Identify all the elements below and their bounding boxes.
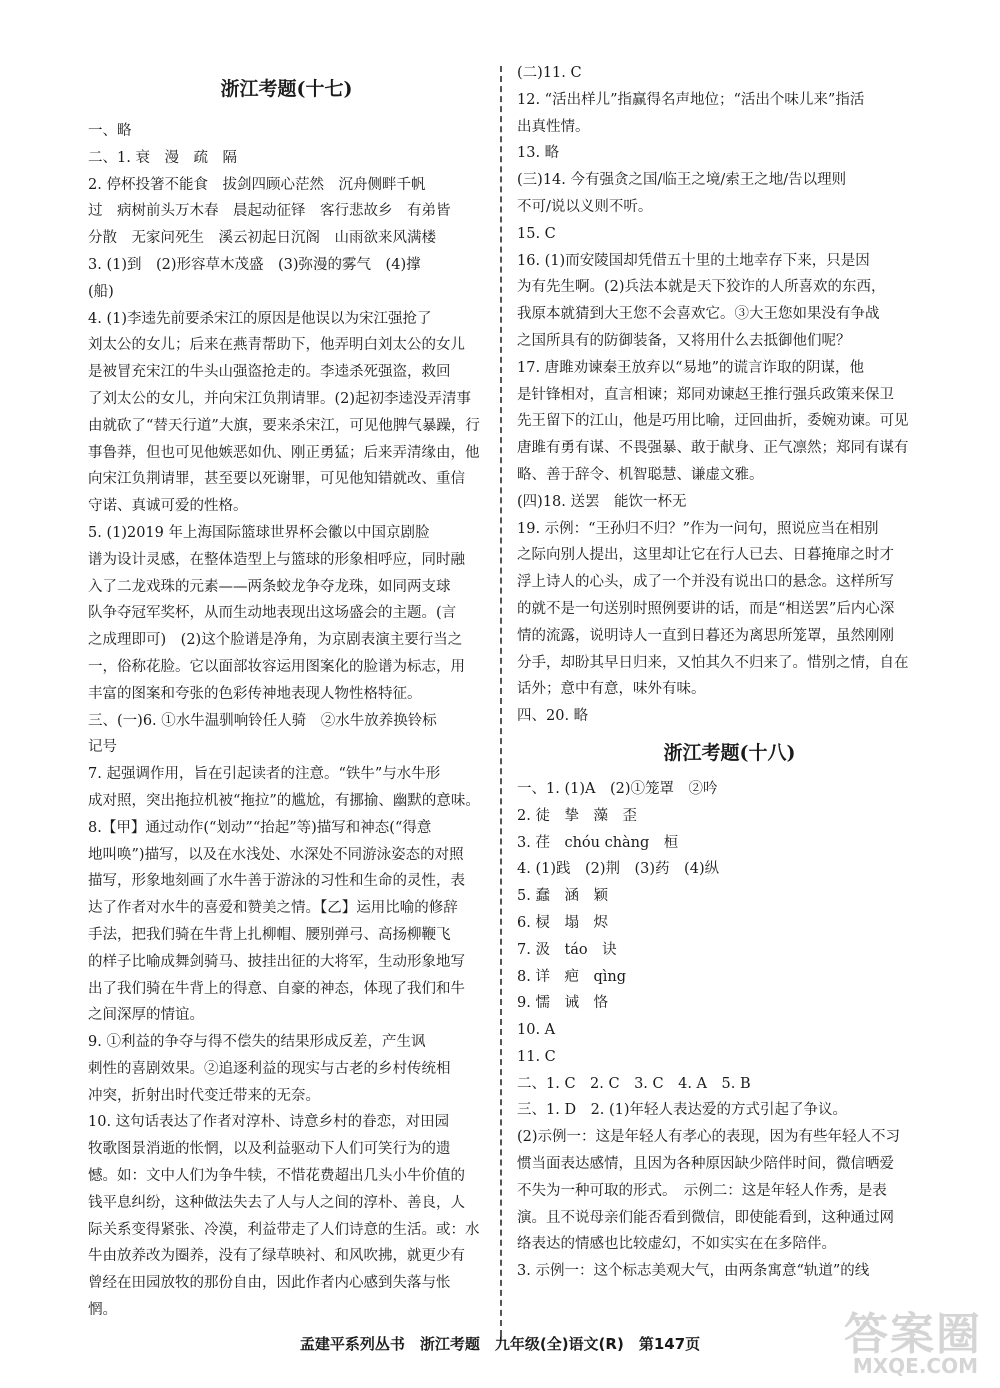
answer-line: 由就砍了“替天行道”大旗，要来杀宋江，可见他脾气暴躁，行 [88,417,480,434]
answer-line: 丰富的图案和夸张的色彩传神地表现人物性格特征。 [88,685,422,702]
answer-line: 地叫唤”)描写，以及在水浅处、水深处不同游泳姿态的对照 [88,846,464,863]
answer-line: 7. 汲 táo 诀 [517,941,617,958]
answer-line: 13. 略 [517,145,560,162]
answer-line: (三)14. 今有强贪之国/临王之境/索王之地/告以理则 [517,172,847,189]
answer-line: 际关系变得紧张、冷漠，利益带走了人们诗意的生活。或：水 [88,1221,480,1238]
answer-line: 3. (1)到 (2)形容草木茂盛 (3)弥漫的雾气 (4)撑 [88,256,421,273]
answer-line: 刘太公的女儿；后来在燕青帮助下，他弄明白刘太公的女儿 [88,337,465,354]
answer-line: 守诺、真诚可爱的性格。 [88,498,248,515]
answer-line: 三、1. D 2. (1)年轻人表达爱的方式引起了争议。 [517,1102,848,1119]
answer-line: 谱为设计灵感，在整体造型上与篮球的形象相呼应，同时融 [88,551,465,568]
answer-line: 二、1. C 2. C 3. C 4. A 5. B [517,1075,751,1092]
answer-line: 钱平息纠纷，这种做法失去了人与人之间的淳朴、善良，人 [88,1194,465,1211]
answer-line: 络表达的情感也比较虚幻，不如实实在在多陪伴。 [517,1236,836,1253]
answer-line: 队争夺冠军奖杯，从而生动地表现出这场盛会的主题。(言 [88,605,457,622]
answer-line: 的样子比喻成舞剑骑马、披挂出征的大将军，生动形象地写 [88,953,465,970]
answer-line: 分散 无家问死生 溪云初起日沉阁 山雨欲来风满楼 [88,230,436,247]
answer-line: 9. ①利益的争夺与得不偿失的结果形成反差，产生讽 [88,1034,426,1051]
answer-line: 不可/说以义则不听。 [517,198,653,215]
column-divider [500,66,502,1336]
answer-line: 是针锋相对，直言相谏；郑同劝谏赵王推行强兵政策来保卫 [517,386,894,403]
answer-line: 不失为一种可取的形式。 示例二：这是年轻人作秀，是表 [517,1182,887,1199]
section-title-18: 浙江考题(十八) [663,741,796,764]
answer-line: 12. “活出样儿”指赢得名声地位；“活出个味儿来”指活 [517,91,865,108]
answer-line: 19. 示例：“王孙归不归？”作为一问句，照说应当在相别 [517,520,879,537]
answer-line: 是被冒充宋江的牛头山强盗抢走的。李逵杀死强盗，救回 [88,364,451,381]
right-column [517,60,942,1285]
answer-line: (四)18. 送罢 能饮一杯无 [517,493,687,510]
answer-line: 为有先生啊。(2)兵法本就是天下狡诈的人所喜欢的东西， [517,279,886,296]
answer-line: 2. 停杯投箸不能食 拔剑四顾心茫然 沉舟侧畔千帆 [88,176,426,193]
answer-line: 7. 起强调作用，旨在引起读者的注意。“铁牛”与水牛形 [88,766,441,783]
answer-line: 3. 荏 chóu chàng 桓 [517,834,679,851]
answer-line: 之间深厚的情谊。 [88,1007,204,1024]
answer-line: 10. A [517,1022,556,1039]
answer-line: 先王留下的江山，他是巧用比喻，迂回曲折，委婉劝谏。可见 [517,413,909,430]
page-footer: 孟建平系列丛书 浙江考题 九年级(全)语文(R) 第147页 [299,1335,701,1353]
answer-line: (船) [88,283,114,300]
answer-line: 描写，形象地刻画了水牛善于游泳的习性和生命的灵性，表 [88,873,465,890]
answer-line: 了刘太公的女儿，并向宋江负荆请罪。(2)起初李逵没弄清事 [88,390,472,407]
answer-line: 过 病树前头万木春 晨起动征铎 客行悲故乡 有弟皆 [88,203,451,220]
answer-line: 8. 详 疤 qìng [517,968,626,985]
answer-line: 8.【甲】通过动作(“划动”“抬起”等)描写和神态(“得意 [88,819,432,836]
answer-line: 17. 唐雎劝谏秦王放弃以“易地”的谎言诈取的阴谋，他 [517,359,864,376]
answer-line: 我原本就猜到大王您不会喜欢它。③大王您如果没有争战 [517,306,880,323]
answer-line: 一、略 [88,123,132,139]
answer-line: 一，俗称花脸。它以面部妆容运用图案化的脸谱为标志，用 [88,658,465,675]
answer-line: 成对照，突出拖拉机被“拖拉”的尴尬，有挪揄、幽默的意味。 [88,792,480,809]
answer-line: 一、1. (1)A (2)①笼罩 ②吟 [517,780,718,797]
answer-line: 10. 这句话表达了作者对淳朴、诗意乡村的眷恋，对田园 [88,1114,450,1131]
answer-line: 憾。如：文中人们为争牛犊，不惜花费超出几头小牛价值的 [88,1168,465,1185]
answer-line: 情的流露，说明诗人一直到日暮还为离思所笼罩，虽然刚刚 [517,627,894,644]
answer-line: 牛由放养改为圈养，没有了绿草映衬、和风吹拂，就更少有 [88,1248,465,1265]
answer-line: 4. (1)李逵先前要杀宋江的原因是他误以为宋江强抢了 [88,310,432,327]
answer-line: 4. (1)践 (2)荆 (3)药 (4)纵 [517,861,720,878]
answer-line: 之国所具有的防御装备，又将用什么去抵御他们呢？ [517,332,851,349]
answer-line: 刺性的喜剧效果。②追逐利益的现实与古老的乡村传统相 [88,1060,451,1077]
answer-line: 的就不是一句送别时照例要讲的话，而是“相送罢”后内心深 [517,600,895,617]
answer-line: 话外；意中有意，味外有味。 [517,681,706,698]
answer-line: 出真性情。 [517,118,590,135]
answer-line: 9. 懦 诫 恪 [517,995,608,1012]
answer-line: 牧歌图景消逝的怅惘，以及利益驱动下人们可笑行为的遗 [88,1141,451,1158]
section-title-17: 浙江考题(十七) [220,78,353,100]
answer-line: (二)11. C [517,65,582,81]
answer-line: 5. 蠢 涵 颖 [517,888,608,905]
answer-line: 3. 示例一：这个标志美观大气，由两条寓意“轨道”的线 [517,1263,870,1280]
answer-line: 之际向别人提出，这里却让它在行人已去、日暮掩扉之时才 [517,547,894,564]
answer-line: 分手，却盼其早日归来，又怕其久不归来了。惜别之情，自在 [517,654,909,671]
right-answer-lines-top [517,60,942,730]
answer-line: 之成理即可) (2)这个脸谱是净角，为京剧表演主要行当之 [88,632,463,649]
watermark-sub-text: MXQE.COM [852,1354,978,1378]
answer-line: 记号 [88,739,117,756]
answer-line: 出了我们骑在牛背上的得意、自豪的神态，体现了我们和牛 [88,980,465,997]
right-answer-lines-bottom [517,776,942,1285]
answer-line: 2. 徒 挚 藻 歪 [517,807,637,824]
answer-line: 演。且不说母亲们能否看到微信，即使能看到，这种通过网 [517,1209,894,1226]
answer-line: 略、善于辞令、机智聪慧、谦虚文雅。 [517,466,764,483]
answer-line: 手法，把我们骑在牛背上扎柳帽、腰别弹弓、高扬柳鞭飞 [88,926,451,943]
answer-line: 四、20. 略 [517,708,589,725]
answer-line: 入了二龙戏珠的元素——两条蛟龙争夺龙珠，如同两支球 [88,578,451,595]
answer-line: 唐雎有勇有谋、不畏强暴、敢于献身、正气凛然；郑同有谋有 [517,440,909,457]
left-column [88,60,485,1324]
answer-line: (2)示例一：这是年轻人有孝心的表现，因为有些年轻人不习 [517,1129,901,1146]
answer-line: 15. C [517,225,556,242]
watermark-logo [836,1298,986,1378]
answer-line: 5. (1)2019 年上海国际篮球世界杯会徽以中国京剧脸 [88,524,430,541]
answer-line: 6. 棂 塌 烬 [517,914,608,931]
answer-line: 11. C [517,1048,556,1065]
answer-line: 冲突，折射出时代变迁带来的无奈。 [88,1087,320,1104]
answer-line: 16. (1)而安陵国却凭借五十里的土地幸存下来，只是因 [517,252,870,269]
answer-line: 惯当面表达感情，且因为各种原因缺少陪伴时间，微信晒爱 [517,1156,894,1173]
answer-line: 三、(一)6. ①水牛温驯响铃任人骑 ②水牛放养换铃标 [88,712,437,729]
answer-line: 惘。 [88,1302,117,1319]
answer-line: 曾经在田园放牧的那份自由，因此作者内心感到失落与怅 [88,1275,451,1292]
answer-line: 向宋江负荆请罪，甚至要以死谢罪，可见他知错就改、重信 [88,471,465,488]
answer-line: 事鲁莽，但也可见他嫉恶如仇、刚正勇猛；后来弄清缘由，他 [88,444,480,461]
answer-line: 二、1. 衰 漫 疏 隔 [88,149,237,166]
answer-line: 浮上诗人的心头，成了一个并没有说出口的悬念。这样所写 [517,574,894,591]
left-answer-lines [88,118,485,1324]
answer-line: 达了作者对水牛的喜爱和赞美之情。【乙】运用比喻的修辞 [88,900,458,917]
watermark-main-text: 答案圈 [844,1309,982,1360]
